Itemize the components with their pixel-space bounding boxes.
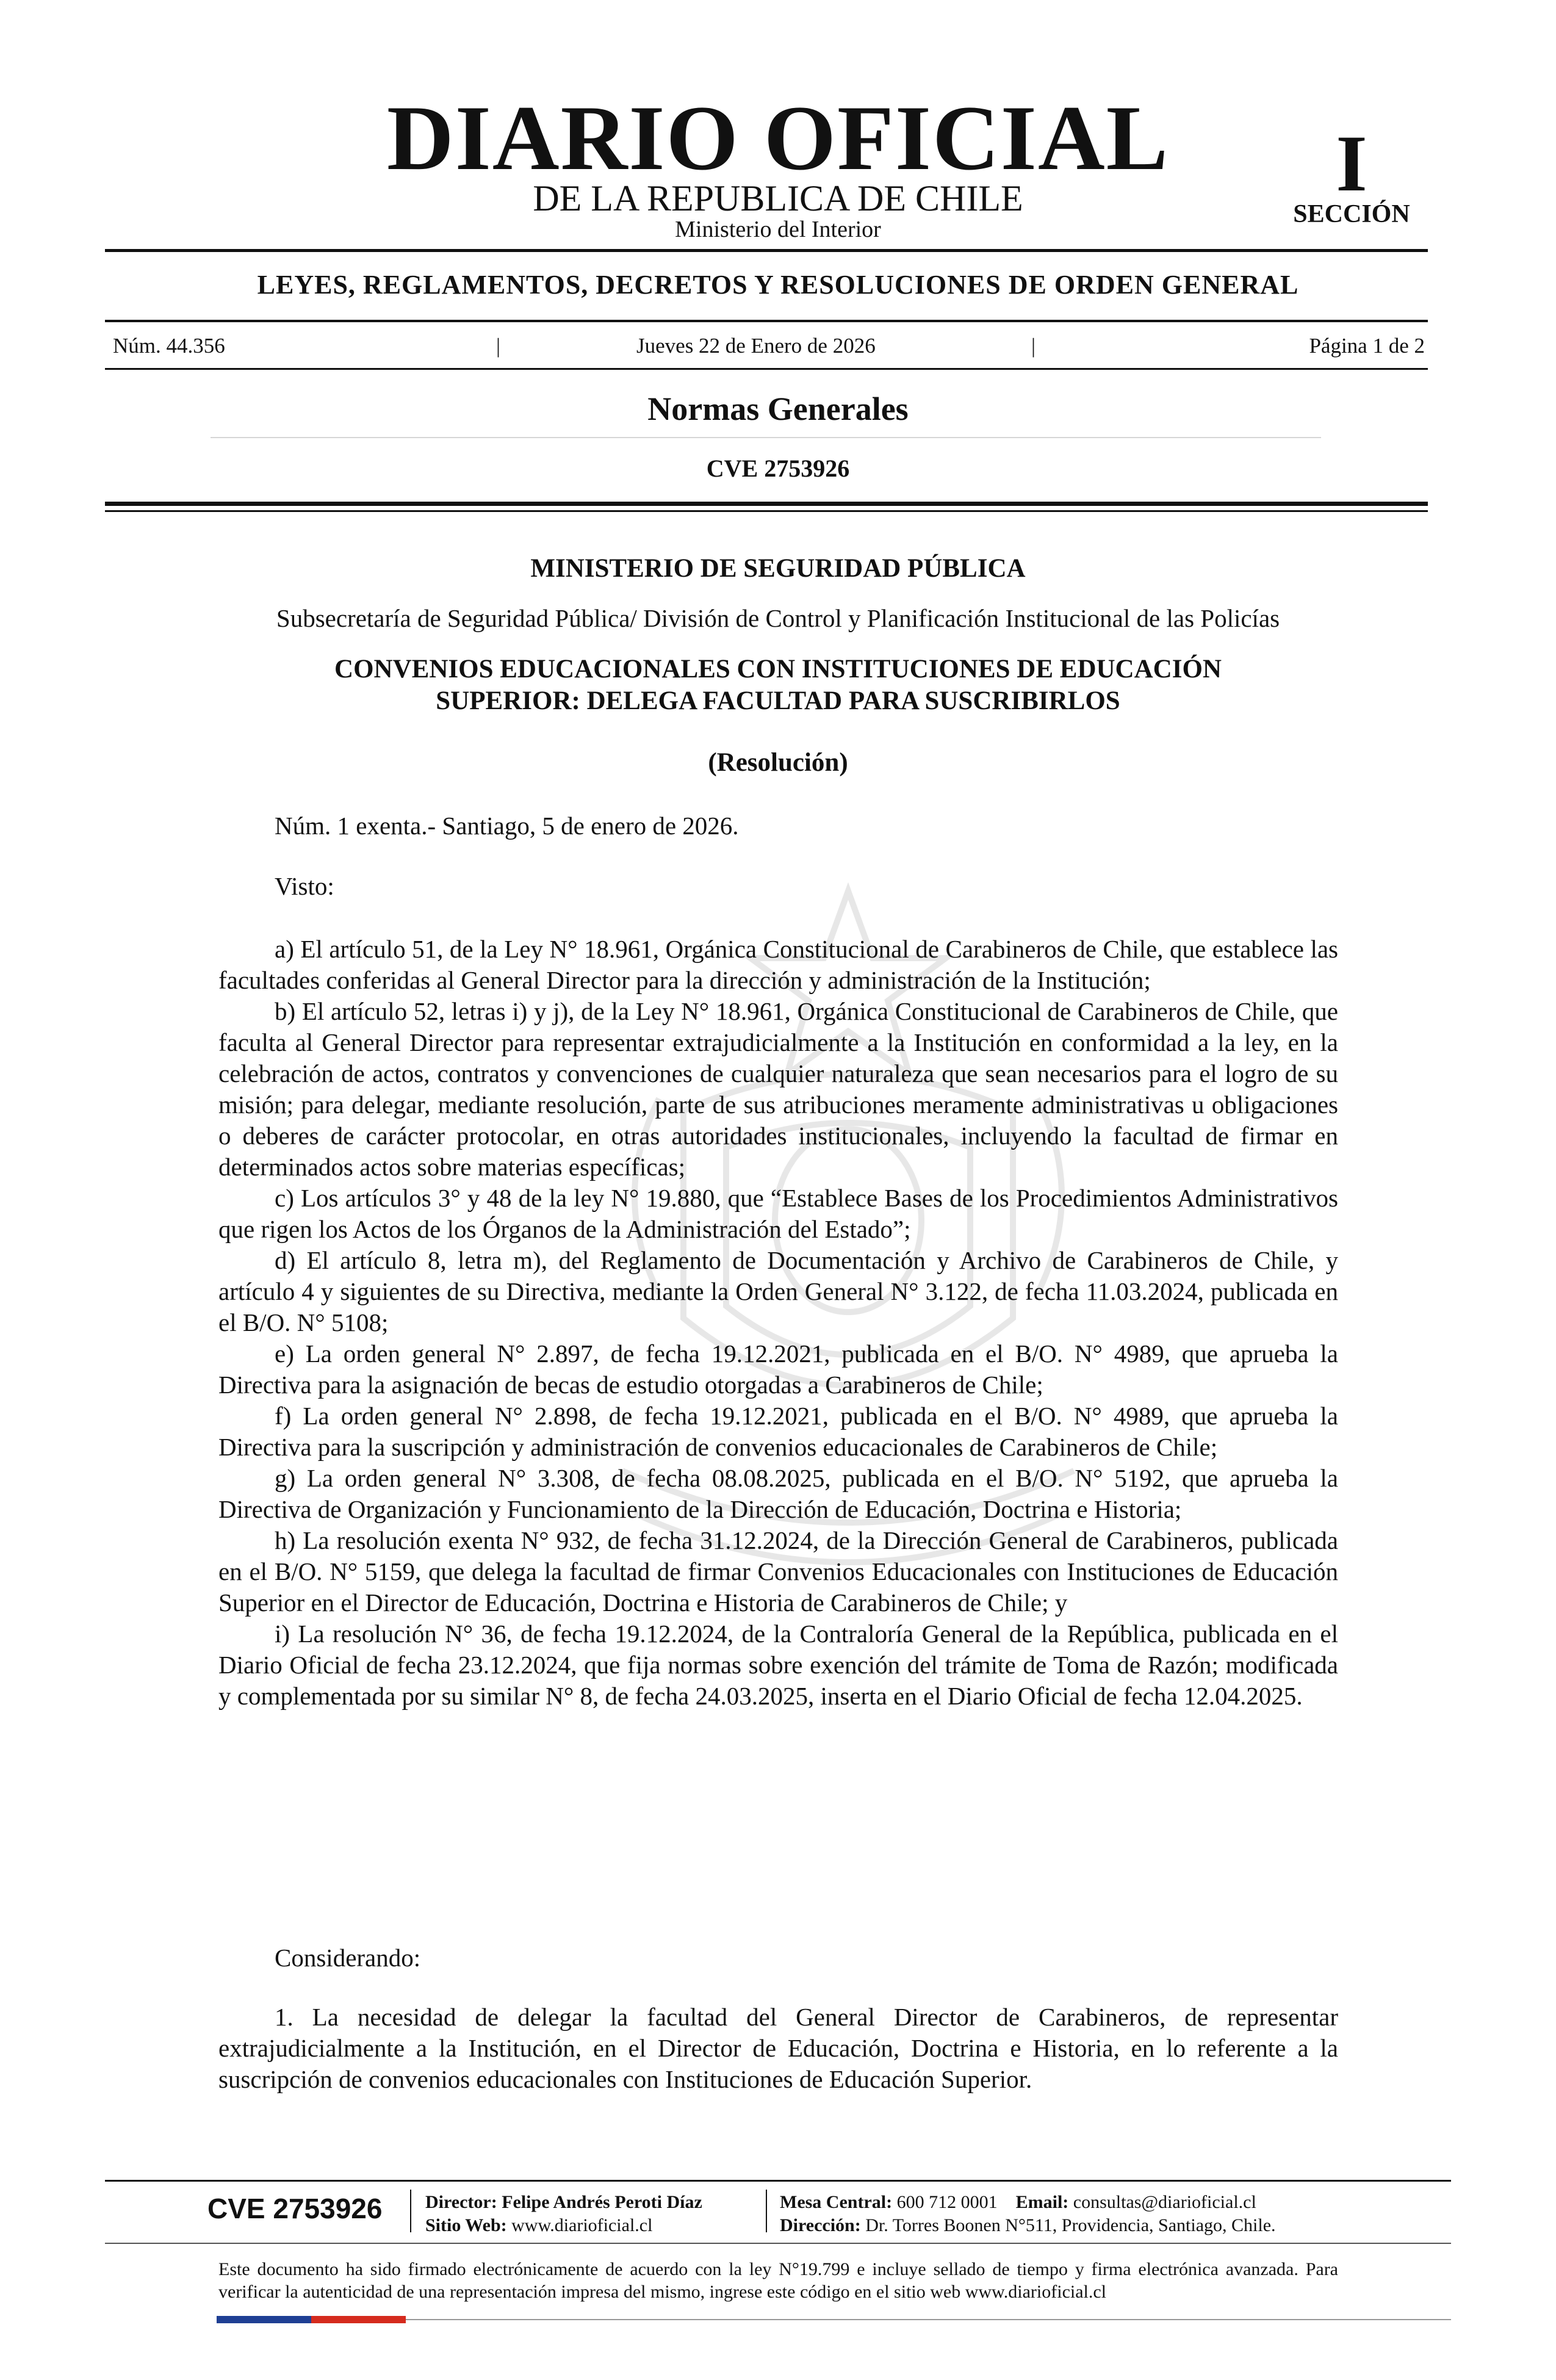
issue-number: Núm. 44.356 xyxy=(113,334,225,358)
section-label: SECCIÓN xyxy=(1293,200,1410,228)
flag-stripe-red xyxy=(311,2316,406,2323)
document-title-line-1: CONVENIOS EDUCACIONALES CON INSTITUCIONES DE EDUCACIÓN xyxy=(334,655,1222,683)
masthead-subtitle: DE LA REPUBLICA DE CHILE xyxy=(533,178,1023,218)
visto-item: c) Los artículos 3° y 48 de la ley N° 19.880, que “Establece Bases de los Procedimientos Administrativos que rigen los Actos de los Órganos de la Administración del Estado”; xyxy=(218,1184,1338,1243)
footer-director-block xyxy=(425,2191,702,2237)
visto-item: e) La orden general N° 2.897, de fecha 19.12.2021, publicada en el B/O. N° 4989, que aprueba la Directiva para la asignación de becas de estudio otorgadas a Carabineros de Chile; xyxy=(218,1340,1338,1399)
footer-separator xyxy=(766,2190,767,2232)
resolution-number: Núm. 1 exenta.- Santiago, 5 de enero de 2026. xyxy=(275,812,739,840)
direccion-label: Dirección: xyxy=(780,2215,861,2235)
masthead-divider xyxy=(105,249,1428,252)
website-label: Sitio Web: xyxy=(425,2215,507,2235)
website-link[interactable]: www.diarioficial.cl xyxy=(511,2215,653,2235)
footer-bottom-rule xyxy=(406,2319,1451,2320)
visto-item: f) La orden general N° 2.898, de fecha 19.12.2021, publicada en el B/O. N° 4989, que aprueba la Directiva para la suscripción y administración de convenios educacionales de Carabineros de Chile; xyxy=(218,1402,1338,1461)
masthead-ministry: Ministerio del Interior xyxy=(675,217,881,242)
subsecretaria-line: Subsecretaría de Seguridad Pública/ División de Control y Planificación Institucional de las Policías xyxy=(276,604,1280,632)
infobar-divider xyxy=(105,368,1428,370)
page-indicator: Página 1 de 2 xyxy=(1309,334,1425,358)
infobar-separator: | xyxy=(496,334,501,358)
footer-contact-block xyxy=(780,2191,1276,2237)
section-divider xyxy=(105,320,1428,322)
category-underline xyxy=(211,437,1321,438)
mesa-central-phone: 600 712 0001 xyxy=(896,2192,998,2212)
mesa-central-label: Mesa Central: xyxy=(780,2192,893,2212)
issue-info-bar xyxy=(113,334,1425,358)
visto-list xyxy=(218,934,1338,1712)
director-label: Director: xyxy=(425,2192,497,2212)
visto-item: b) El artículo 52, letras i) y j), de la Ley N° 18.961, Orgánica Constitucional de Carabineros de Chile, que faculta al General Director para representar extrajudicialmente a la Institución en conformidad a la ley, en la celebración de actos, contratos y convenciones de cualquier naturaleza que sean necesarios para el logro de su misión; para delegar, mediante resolución, parte de sus atribuciones meramente administrativas u obligaciones o deberes de carácter protocolar, en otras autoridades institucionales, incluyendo la facultad de firmar en determinados actos sobre materias específicas; xyxy=(218,997,1338,1181)
direccion-value: Dr. Torres Boonen N°511, Providencia, Santiago, Chile. xyxy=(865,2215,1276,2235)
document-type: (Resolución) xyxy=(708,748,848,777)
email-link[interactable]: consultas@diarioficial.cl xyxy=(1073,2192,1256,2212)
considerando-item: 1. La necesidad de delegar la facultad del General Director de Carabineros, de representar extrajudicialmente a la Institución, en el Director de Educación, Doctrina e Historia, en lo referente a la suscripción de convenios educacionales con Instituciones de Educación Superior. xyxy=(218,2003,1338,2093)
visto-item: d) El artículo 8, letra m), del Reglamento de Documentación y Archivo de Carabineros de Chile, y artículo 4 y siguientes de su Directiva, mediante la Orden General N° 3.122, de fecha 11.03.2024, publicada en el B/O. N° 5108; xyxy=(218,1246,1338,1336)
header-double-rule-bottom xyxy=(105,510,1428,512)
visto-item: a) El artículo 51, de la Ley N° 18.961, Orgánica Constitucional de Carabineros de Chile, que establece las facultades conferidas al General Director para la dirección y administración de la Institución; xyxy=(218,935,1338,994)
visto-heading: Visto: xyxy=(275,872,334,900)
footer-middle-rule xyxy=(105,2243,1451,2244)
signature-notice: Este documento ha sido firmado electrónicamente de acuerdo con la ley N°19.799 e incluye sellado de tiempo y firma electrónica avanzada. Para verificar la autenticidad de una representación impresa del mismo, ingrese este código en el sitio web www.diarioficial.cl xyxy=(218,2259,1338,2302)
visto-item: i) La resolución N° 36, de fecha 19.12.2024, de la Contraloría General de la República, publicada en el Diario Oficial de fecha 23.12.2024, que fija normas sobre exención del trámite de Toma de Razón; modificada y complementada por su similar N° 8, de fecha 24.03.2025, inserta en el Diario Oficial de fecha 12.04.2025. xyxy=(218,1620,1338,1710)
footer-cve-code: CVE 2753926 xyxy=(207,2193,383,2224)
visto-item: g) La orden general N° 3.308, de fecha 08.08.2025, publicada en el B/O. N° 5192, que aprueba la Directiva de Organización y Funcionamiento de la Dirección de Educación, Doctrina e Historia; xyxy=(218,1464,1338,1523)
director-name: Felipe Andrés Peroti Díaz xyxy=(502,2192,702,2212)
issue-date: Jueves 22 de Enero de 2026 xyxy=(636,334,876,358)
masthead-title: DIARIO OFICIAL xyxy=(386,87,1170,189)
considerando-list xyxy=(218,2002,1338,2095)
header-double-rule-top xyxy=(105,502,1428,506)
email-label: Email: xyxy=(1015,2192,1069,2212)
section-title: LEYES, REGLAMENTOS, DECRETOS Y RESOLUCIONES DE ORDEN GENERAL xyxy=(257,270,1299,300)
section-number: I xyxy=(1336,118,1367,208)
visto-item: h) La resolución exenta N° 932, de fecha 31.12.2024, de la Dirección General de Carabineros, publicada en el B/O. N° 5159, que delega la facultad de firmar Convenios Educacionales con Instituciones de Educación Superior en el Director de Educación, Doctrina e Historia de Carabineros de Chile; y xyxy=(218,1526,1338,1617)
footer-separator xyxy=(410,2190,411,2232)
document-title-line-2: SUPERIOR: DELEGA FACULTAD PARA SUSCRIBIRLOS xyxy=(436,687,1120,715)
flag-stripe-blue xyxy=(217,2316,311,2323)
considerando-heading: Considerando: xyxy=(275,1944,421,1972)
infobar-separator: | xyxy=(1031,334,1036,358)
category-heading: Normas Generales xyxy=(647,391,909,427)
ministry-heading: MINISTERIO DE SEGURIDAD PÚBLICA xyxy=(530,554,1026,583)
footer-top-rule xyxy=(105,2180,1451,2182)
cve-code: CVE 2753926 xyxy=(706,455,850,482)
